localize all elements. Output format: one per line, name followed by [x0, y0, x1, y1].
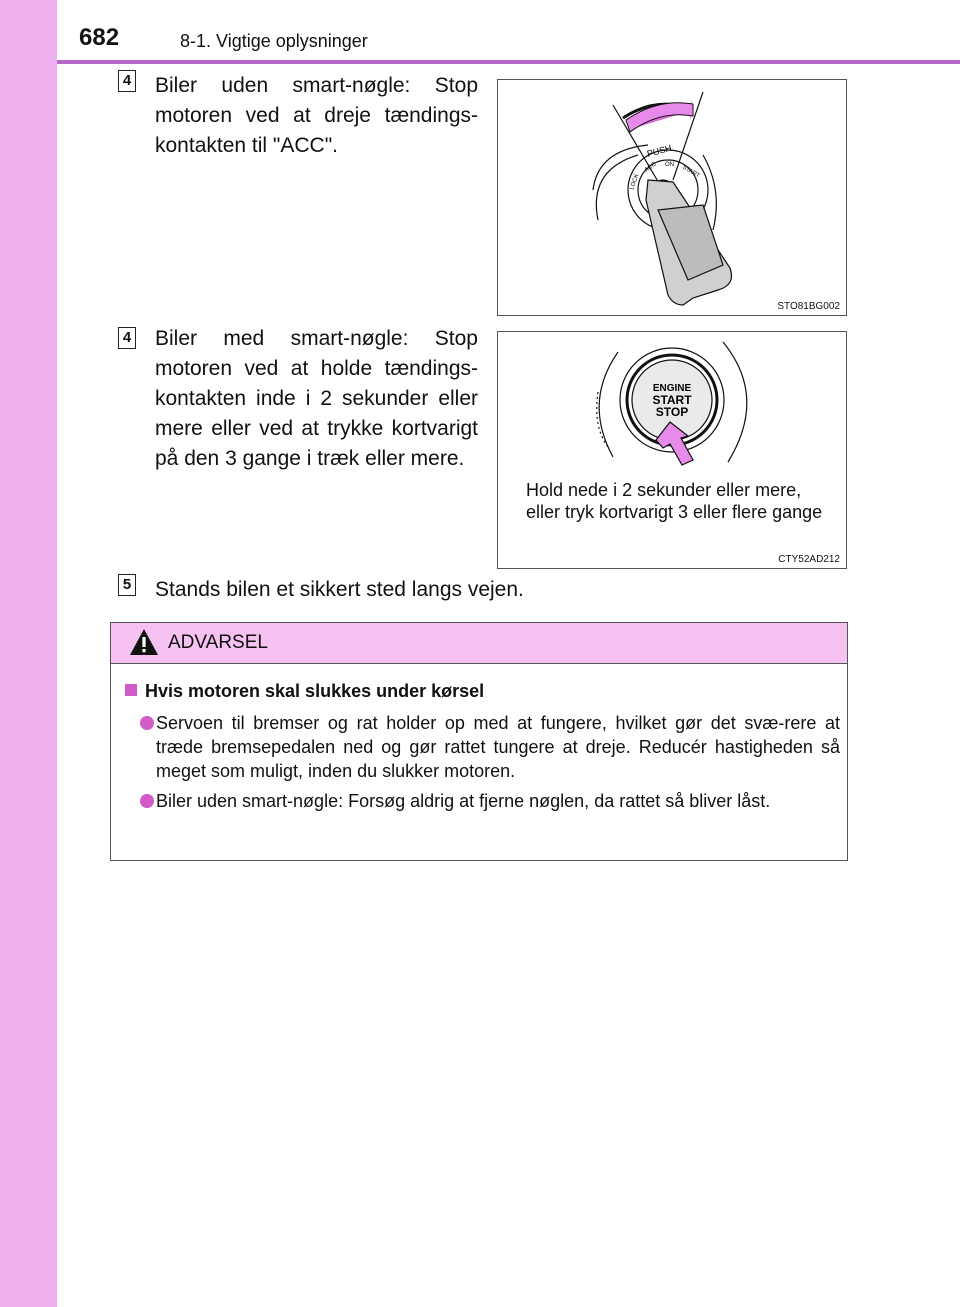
figure-code: CTY52AD212: [778, 554, 840, 565]
step-text: Biler med smart-nøgle: Stop motoren ved at holde tændings-kontakten inde i 2 sekunder eller mere eller ved at trykke kortvarigt på den 3 gange i træk eller mere.: [155, 327, 478, 470]
bullet-dot-icon: [140, 794, 154, 808]
lock-label: LOCK: [629, 173, 641, 191]
figure-code: STO81BG002: [777, 301, 840, 312]
warning-box: [110, 622, 848, 861]
warning-bullet-text: Servoen til bremser og rat holder op med at fungere, hvilket gør det svæ-rere at træde bremsepedalen ned og gør rattet tungere at dreje. Reducér hastigheden så meget som muligt, inden du slukker motoren.: [156, 713, 840, 781]
step-text: Biler uden smart-nøgle: Stop motoren ved at dreje tændings-kontakten til "ACC".: [155, 74, 478, 157]
start-label: START: [681, 164, 701, 180]
warning-title: ADVARSEL: [168, 632, 268, 653]
warning-header: [111, 623, 847, 664]
on-label: ON: [665, 162, 674, 168]
engine-start-button-figure: [497, 331, 847, 569]
step-badge: 4: [118, 327, 136, 349]
warning-bullet: [140, 711, 840, 783]
step-badge: 5: [118, 574, 136, 596]
square-bullet-icon: [125, 684, 137, 696]
ignition-key-figure: [497, 79, 847, 316]
stop-label: STOP: [655, 405, 689, 419]
figure-caption: Hold nede i 2 sekunder eller mere, eller tryk kortvarigt 3 eller flere gange: [526, 480, 823, 522]
step-text: Stands bilen et sikkert sted langs vejen.: [155, 578, 524, 601]
header-divider: [57, 60, 960, 64]
warning-bullet: [140, 789, 840, 813]
engine-label: ENGINE: [652, 383, 692, 394]
warning-heading: [125, 681, 484, 702]
warning-heading-text: Hvis motoren skal slukkes under kørsel: [145, 681, 485, 701]
step-badge: 4: [118, 70, 136, 92]
section-title: 8-1. Vigtige oplysninger: [180, 31, 368, 51]
warning-bullet-text: Biler uden smart-nøgle: Forsøg aldrig at fjerne nøglen, da rattet så bliver låst.: [156, 791, 771, 811]
acc-label: ACC: [643, 161, 658, 174]
start-label: START: [652, 393, 692, 407]
page-sidebar-tab: [0, 0, 57, 1307]
push-label: PUSH: [645, 142, 673, 159]
start-button-illustration: [498, 332, 846, 477]
page-number: 682: [79, 24, 120, 51]
bullet-dot-icon: [140, 716, 154, 730]
ignition-key-illustration: [498, 80, 846, 315]
warning-triangle-icon: [129, 627, 159, 657]
